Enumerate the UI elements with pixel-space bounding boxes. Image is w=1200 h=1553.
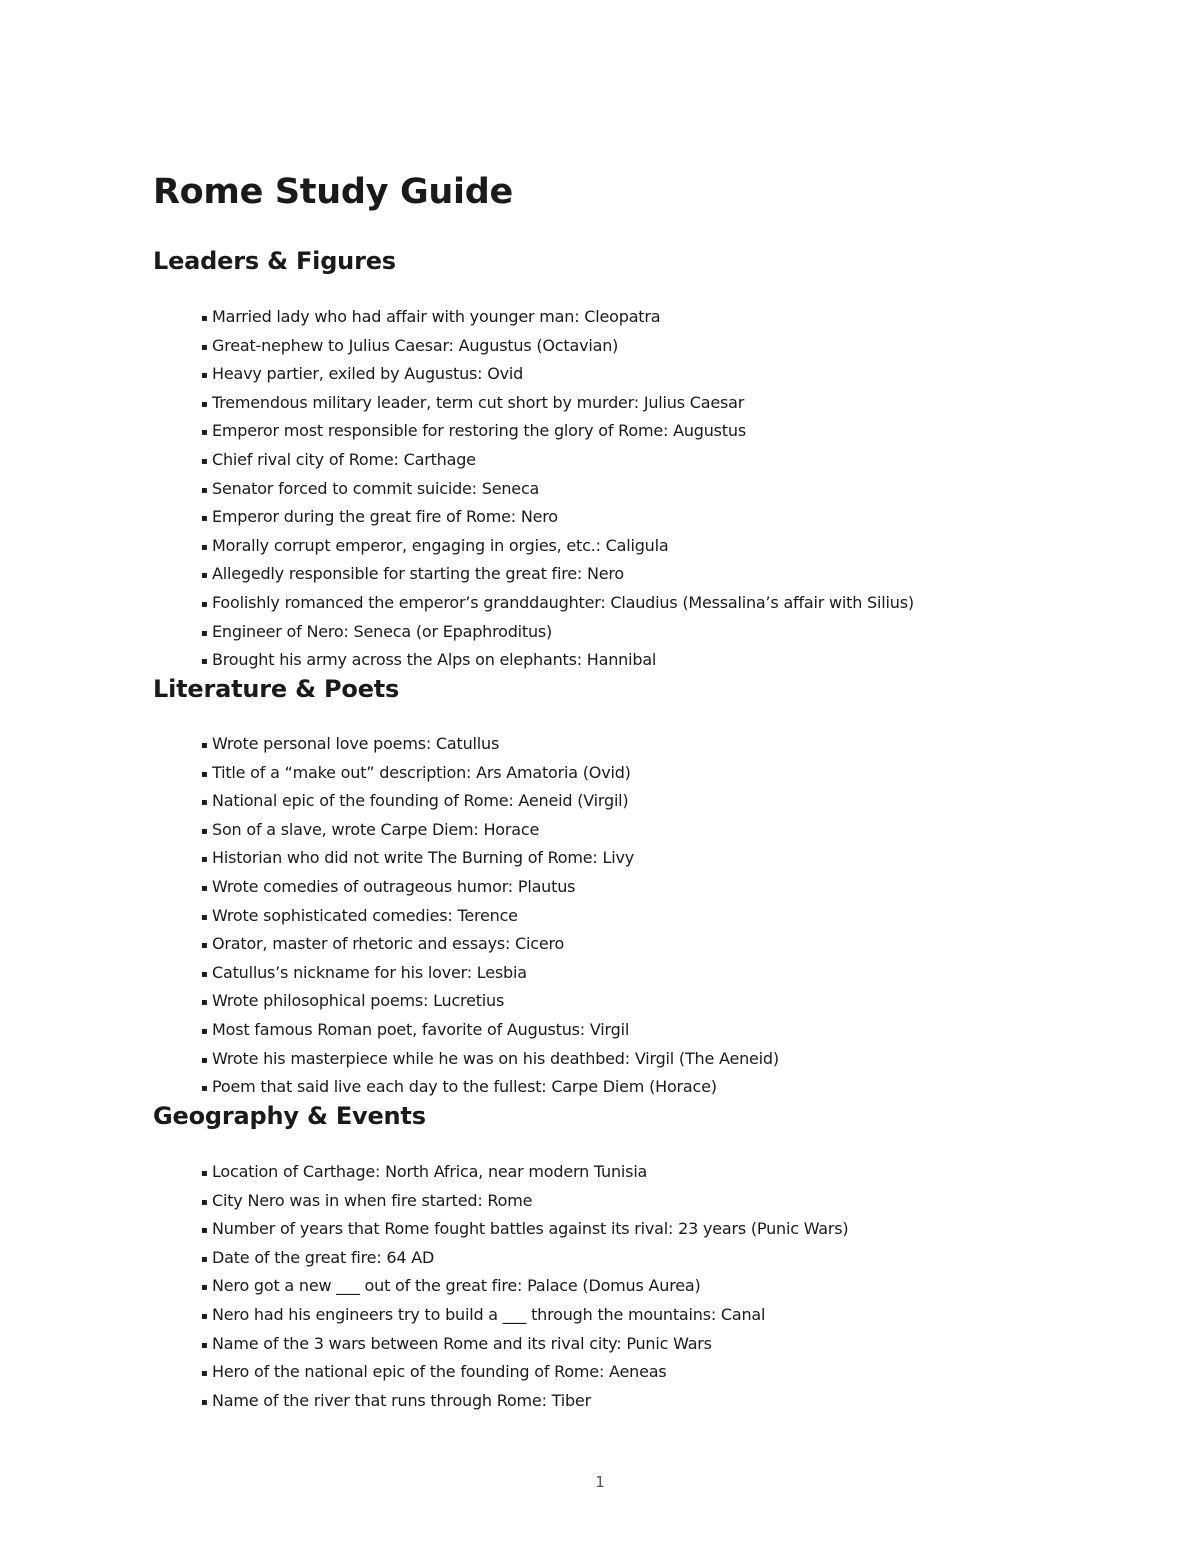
bullet-icon: ▪	[201, 825, 208, 837]
bullet-icon: ▪	[201, 1225, 208, 1237]
list-item: ▪ Wrote sophisticated comedies: Terence	[201, 903, 779, 932]
list-leaders-figures	[201, 304, 914, 676]
list-item: ▪ Wrote comedies of outrageous humor: Plautus	[201, 874, 779, 903]
bullet-icon: ▪	[201, 627, 208, 639]
bullet-icon: ▪	[201, 1054, 208, 1066]
bullet-icon: ▪	[201, 1025, 208, 1037]
bullet-icon: ▪	[201, 370, 208, 382]
bullet-icon: ▪	[201, 854, 208, 866]
bullet-icon: ▪	[201, 940, 208, 952]
bullet-icon: ▪	[201, 1253, 208, 1265]
bullet-icon: ▪	[201, 768, 208, 780]
page-number: 1	[595, 1473, 605, 1491]
list-item: ▪ Nero got a new ___ out of the great fire: Palace (Domus Aurea)	[201, 1273, 848, 1302]
bullet-icon: ▪	[201, 427, 208, 439]
list-item: ▪ Wrote personal love poems: Catullus	[201, 731, 779, 760]
document-title: Rome Study Guide	[153, 172, 513, 212]
list-item: ▪ Nero had his engineers try to build a ___ through the mountains: Canal	[201, 1302, 848, 1331]
list-item: ▪ Son of a slave, wrote Carpe Diem: Horace	[201, 817, 779, 846]
list-item: ▪ Wrote philosophical poems: Lucretius	[201, 988, 779, 1017]
bullet-icon: ▪	[201, 968, 208, 980]
list-item: ▪ City Nero was in when fire started: Rome	[201, 1188, 848, 1217]
list-item: ▪ Historian who did not write The Burning of Rome: Livy	[201, 845, 779, 874]
list-item: ▪ Most famous Roman poet, favorite of Augustus: Virgil	[201, 1017, 779, 1046]
bullet-icon: ▪	[201, 598, 208, 610]
list-item: ▪ Name of the river that runs through Rome: Tiber	[201, 1388, 848, 1417]
list-literature-poets	[201, 731, 779, 1103]
bullet-icon: ▪	[201, 656, 208, 668]
section-heading-leaders-figures: Leaders & Figures	[153, 247, 396, 275]
list-item: ▪ Emperor most responsible for restoring the glory of Rome: Augustus	[201, 418, 914, 447]
bullet-icon: ▪	[201, 911, 208, 923]
bullet-icon: ▪	[201, 997, 208, 1009]
list-item: ▪ Great-nephew to Julius Caesar: Augustus (Octavian)	[201, 333, 914, 362]
list-item: ▪ Morally corrupt emperor, engaging in orgies, etc.: Caligula	[201, 533, 914, 562]
list-item: ▪ Title of a “make out” description: Ars Amatoria (Ovid)	[201, 760, 779, 789]
list-item: ▪ Number of years that Rome fought battles against its rival: 23 years (Punic Wars)	[201, 1216, 848, 1245]
bullet-icon: ▪	[201, 455, 208, 467]
bullet-icon: ▪	[201, 1310, 208, 1322]
list-item: ▪ Tremendous military leader, term cut short by murder: Julius Caesar	[201, 390, 914, 419]
list-item: ▪ Catullus’s nickname for his lover: Lesbia	[201, 960, 779, 989]
list-item: ▪ Married lady who had affair with younger man: Cleopatra	[201, 304, 914, 333]
list-item: ▪ Engineer of Nero: Seneca (or Epaphroditus)	[201, 619, 914, 648]
list-item: ▪ Poem that said live each day to the fullest: Carpe Diem (Horace)	[201, 1074, 779, 1103]
bullet-icon: ▪	[201, 513, 208, 525]
bullet-icon: ▪	[201, 570, 208, 582]
list-item: ▪ Allegedly responsible for starting the great fire: Nero	[201, 561, 914, 590]
bullet-icon: ▪	[201, 484, 208, 496]
bullet-icon: ▪	[201, 797, 208, 809]
bullet-icon: ▪	[201, 1282, 208, 1294]
bullet-icon: ▪	[201, 882, 208, 894]
list-item: ▪ Senator forced to commit suicide: Seneca	[201, 476, 914, 505]
list-item: ▪ Name of the 3 wars between Rome and its rival city: Punic Wars	[201, 1331, 848, 1360]
list-item: ▪ Heavy partier, exiled by Augustus: Ovid	[201, 361, 914, 390]
bullet-icon: ▪	[201, 1196, 208, 1208]
list-item: ▪ Orator, master of rhetoric and essays: Cicero	[201, 931, 779, 960]
list-item: ▪ Emperor during the great fire of Rome: Nero	[201, 504, 914, 533]
bullet-icon: ▪	[201, 1083, 208, 1095]
bullet-icon: ▪	[201, 1368, 208, 1380]
section-heading-literature-poets: Literature & Poets	[153, 675, 400, 703]
list-item: ▪ Foolishly romanced the emperor’s granddaughter: Claudius (Messalina’s affair with Silius)	[201, 590, 914, 619]
bullet-icon: ▪	[201, 740, 208, 751]
bullet-icon: ▪	[201, 341, 208, 353]
bullet-icon: ▪	[201, 1168, 208, 1179]
bullet-icon: ▪	[201, 1339, 208, 1351]
list-item: ▪ Location of Carthage: North Africa, near modern Tunisia	[201, 1159, 848, 1188]
list-item: ▪ Wrote his masterpiece while he was on his deathbed: Virgil (The Aeneid)	[201, 1046, 779, 1075]
bullet-icon: ▪	[201, 1396, 208, 1408]
list-item: ▪ Brought his army across the Alps on elephants: Hannibal	[201, 647, 914, 676]
bullet-icon: ▪	[201, 541, 208, 553]
list-item: ▪ Hero of the national epic of the founding of Rome: Aeneas	[201, 1359, 848, 1388]
list-geography-events	[201, 1159, 848, 1416]
bullet-icon: ▪	[201, 313, 208, 324]
bullet-icon: ▪	[201, 398, 208, 410]
list-item: ▪ Chief rival city of Rome: Carthage	[201, 447, 914, 476]
list-item: ▪ Date of the great fire: 64 AD	[201, 1245, 848, 1274]
section-heading-geography-events: Geography & Events	[153, 1102, 426, 1130]
list-item: ▪ National epic of the founding of Rome: Aeneid (Virgil)	[201, 788, 779, 817]
